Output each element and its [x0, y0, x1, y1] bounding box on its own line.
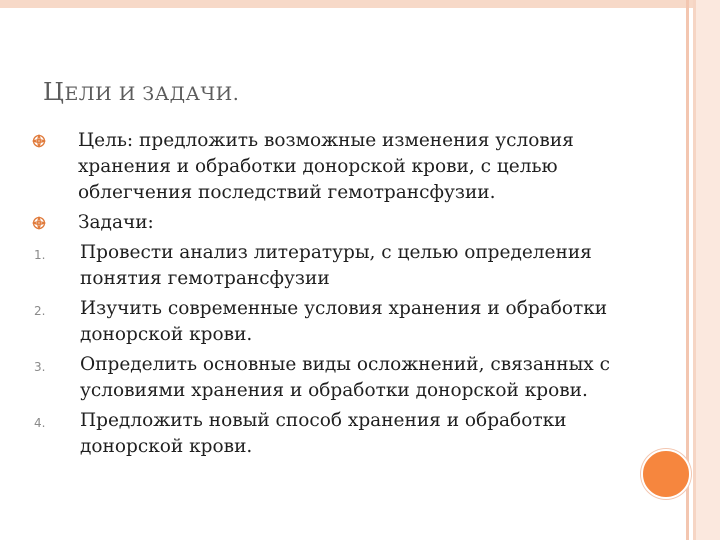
title-rest: ЕЛИ И ЗАДАЧИ. — [64, 83, 240, 105]
list-item-text: Провести анализ литературы, с целью определения понятия гемотрансфузии — [80, 242, 592, 289]
list-item-task-2 — [30, 296, 640, 348]
side-decor-band — [696, 0, 720, 540]
list-item-text: Предложить новый способ хранения и обработки донорской крови. — [80, 410, 567, 457]
content-list — [30, 128, 640, 464]
list-number: 3. — [34, 360, 46, 374]
list-item-task-1 — [30, 240, 640, 292]
list-item-task-4 — [30, 408, 640, 460]
list-item-goal — [30, 128, 640, 206]
title-first-letter: Ц — [43, 78, 65, 106]
list-item-task-3 — [30, 352, 640, 404]
bullet-icon — [32, 134, 46, 148]
list-item-text: Изучить современные условия хранения и обработки донорской крови. — [80, 298, 608, 345]
list-item-text: Задачи: — [78, 212, 154, 233]
list-number: 2. — [34, 304, 46, 318]
slide-title — [43, 78, 239, 106]
list-number: 4. — [34, 416, 46, 430]
list-item-tasks — [30, 210, 640, 236]
list-item-text: Определить основные виды осложнений, связанных с условиями хранения и обработки донорской крови. — [80, 354, 610, 401]
orange-circle-decor — [641, 449, 691, 499]
top-decor-bar — [0, 0, 720, 8]
list-number: 1. — [34, 248, 46, 262]
bullet-icon — [32, 216, 46, 230]
list-item-text: Цель: предложить возможные изменения условия хранения и обработки донорской крови, с целью облегчения последствий гемотрансфузии. — [78, 130, 574, 203]
